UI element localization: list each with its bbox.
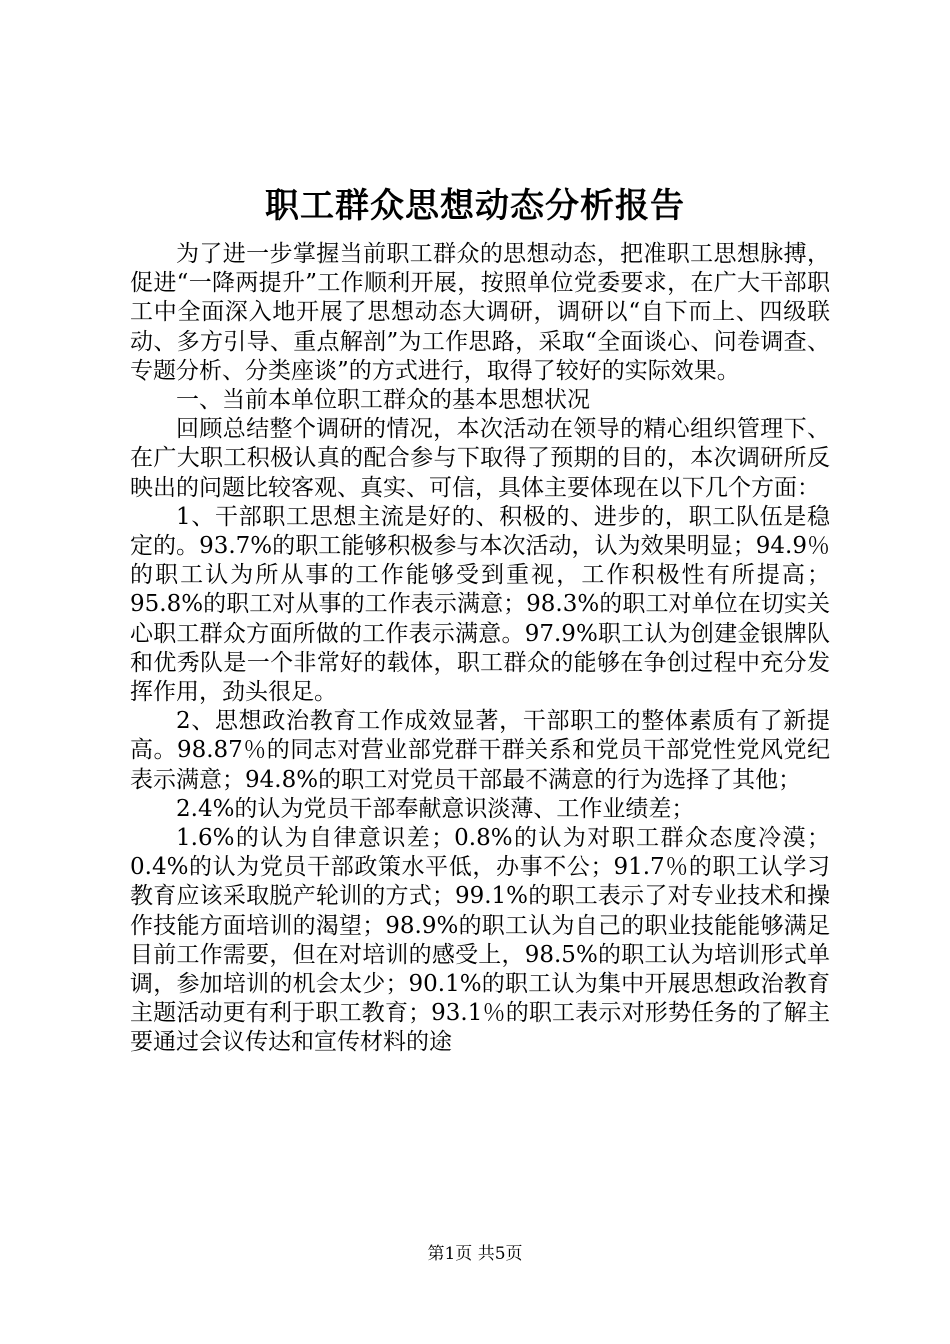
paragraph-point-2-cont-a: 2.4%的认为党员干部奉献意识淡薄、工作业绩差；: [176, 795, 695, 822]
page-footer: 第1页 共5页: [427, 1244, 523, 1264]
paragraph-point-2-cont-b: 1.6%的认为自律意识差；0.8%的认为对职工群众态度冷漠；0.4%的认为党员干部政策水平低，办事不公；91.7％的职工认学习教育应该采取脱产轮训的方式；99.1%的职工表示了对专业技术和操作技能方面培训的渴望；98.9%的职工认为自己的职业技能能够满足目前工作需要，但在对培训的感受上，98.5%的职工认为培训形式单调，参加培训的机会太少；90.1%的职工认为集中开展思想政治教育主题活动更有利于职工教育；93.1％的职工表示对形势任务的了解主要通过会议传达和宣传材料的途: [130, 825, 830, 1056]
paragraph-intro: 为了进一步掌握当前职工群众的思想动态，把准职工思想脉搏，促进“一降两提升”工作顺利开展，按照单位党委要求，在广大干部职工中全面深入地开展了思想动态大调研，调研以“自下而上、四级联动、多方引导、重点解剖”为工作思路，采取“全面谈心、问卷调查、专题分析、分类座谈”的方式进行，取得了较好的实际效果。: [130, 241, 830, 384]
document-body: [130, 240, 830, 1058]
paragraph-review: 回顾总结整个调研的情况，本次活动在领导的精心组织管理下、在广大职工积极认真的配合参与下取得了预期的目的，本次调研所反映出的问题比较客观、真实、可信，具体主要体现在以下几个方面：: [130, 416, 830, 501]
paragraph-point-1: 1、干部职工思想主流是好的、积极的、进步的，职工队伍是稳定的。93.7%的职工能够积极参与本次活动，认为效果明显；94.9％的职工认为所从事的工作能够受到重视，工作积极性有所提高；95.8%的职工对从事的工作表示满意；98.3%的职工对单位在切实关心职工群众方面所做的工作表示满意。97.9%职工认为创建金银牌队和优秀队是一个非常好的载体，职工群众的能够在争创过程中充分发挥作用，劲头很足。: [130, 503, 830, 706]
section-heading-1: 一、当前本单位职工群众的基本思想状况: [176, 387, 590, 414]
paragraph-point-2: 2、思想政治教育工作成效显著，干部职工的整体素质有了新提高。98.87％的同志对营业部党群干群关系和党员干部党性党风党纪表示满意；94.8%的职工对党员干部最不满意的行为选择了其他；: [130, 708, 830, 793]
document-title: 职工群众思想动态分析报告: [265, 186, 685, 226]
